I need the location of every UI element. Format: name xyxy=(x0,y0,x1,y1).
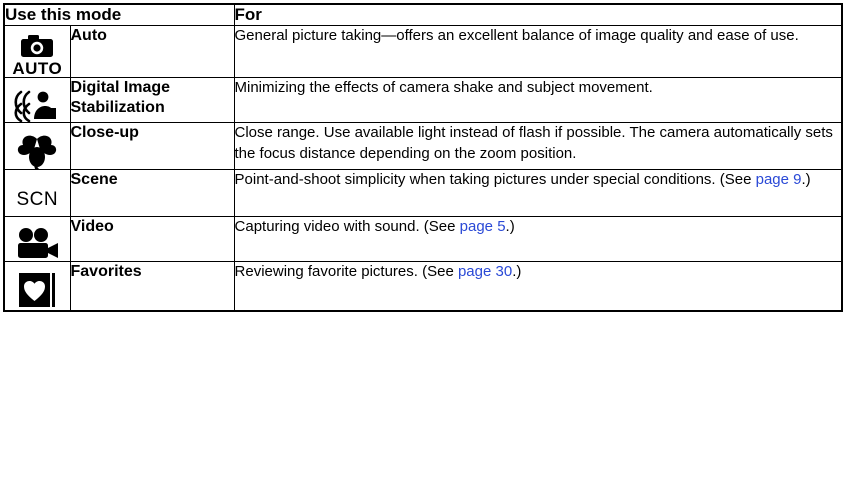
document-page xyxy=(0,3,845,481)
table-row xyxy=(4,78,842,123)
mode-name-auto: Auto xyxy=(70,26,234,78)
table-row xyxy=(4,217,842,262)
camera-auto-icon xyxy=(5,33,70,77)
mode-desc-video xyxy=(234,217,842,262)
mode-name-closeup: Close-up xyxy=(70,123,234,170)
table-row xyxy=(4,26,842,78)
table-body xyxy=(4,26,842,312)
camera-modes-table xyxy=(3,3,843,312)
column-header-for: For xyxy=(234,4,842,26)
mode-desc-closeup xyxy=(234,123,842,170)
mode-name-video: Video xyxy=(70,217,234,262)
mode-icon-cell-video xyxy=(4,217,70,262)
mode-icon-label-auto: AUTO xyxy=(12,59,63,79)
mode-icon-cell-stabilization xyxy=(4,78,70,123)
mode-desc-text: Reviewing favorite pictures. (See xyxy=(234,263,458,281)
mode-desc-text-tail: .) xyxy=(512,263,522,281)
mode-icon-cell-closeup xyxy=(4,123,70,170)
mode-icon-label-scn: SCN xyxy=(16,188,59,210)
mode-desc-favorites xyxy=(234,262,842,312)
mode-icon-cell-auto xyxy=(4,26,70,78)
table-row xyxy=(4,123,842,170)
table-header-row xyxy=(4,4,842,26)
page-link-5[interactable]: page 5 xyxy=(459,218,506,236)
mode-desc-text: Point-and-shoot simplicity when taking pictures under special conditions. (See xyxy=(234,171,756,189)
mode-desc-text-tail: .) xyxy=(505,218,515,236)
page-link-30[interactable]: page 30 xyxy=(457,263,513,281)
mode-desc-scene xyxy=(234,170,842,217)
mode-desc-text: Minimizing the effects of camera shake and subject movement. xyxy=(234,79,653,97)
scene-mode-icon xyxy=(5,182,70,216)
mode-desc-auto xyxy=(234,26,842,78)
mode-name-stabilization: Digital Image Stabilization xyxy=(70,78,234,123)
table-header xyxy=(4,4,842,26)
close-up-flower-icon xyxy=(5,133,70,169)
mode-desc-text-tail: .) xyxy=(801,171,811,189)
video-camera-icon xyxy=(5,227,70,261)
mode-desc-stabilization xyxy=(234,78,842,123)
favorites-heart-icon xyxy=(5,270,70,310)
table-row xyxy=(4,262,842,312)
mode-desc-text: Close range. Use available light instead of flash if possible. The camera automatically sets the focus distance depending on the zoom position. xyxy=(234,124,833,162)
mode-icon-cell-favorites xyxy=(4,262,70,312)
column-header-mode: Use this mode xyxy=(4,4,234,26)
page-link-9[interactable]: page 9 xyxy=(755,171,802,189)
mode-desc-text: Capturing video with sound. (See xyxy=(234,218,460,236)
mode-desc-text: General picture taking—offers an excellent balance of image quality and ease of use. xyxy=(234,27,799,45)
mode-icon-cell-scene xyxy=(4,170,70,217)
mode-name-scene: Scene xyxy=(70,170,234,217)
mode-name-favorites: Favorites xyxy=(70,262,234,312)
digital-image-stabilization-icon xyxy=(5,88,70,122)
table-row xyxy=(4,170,842,217)
